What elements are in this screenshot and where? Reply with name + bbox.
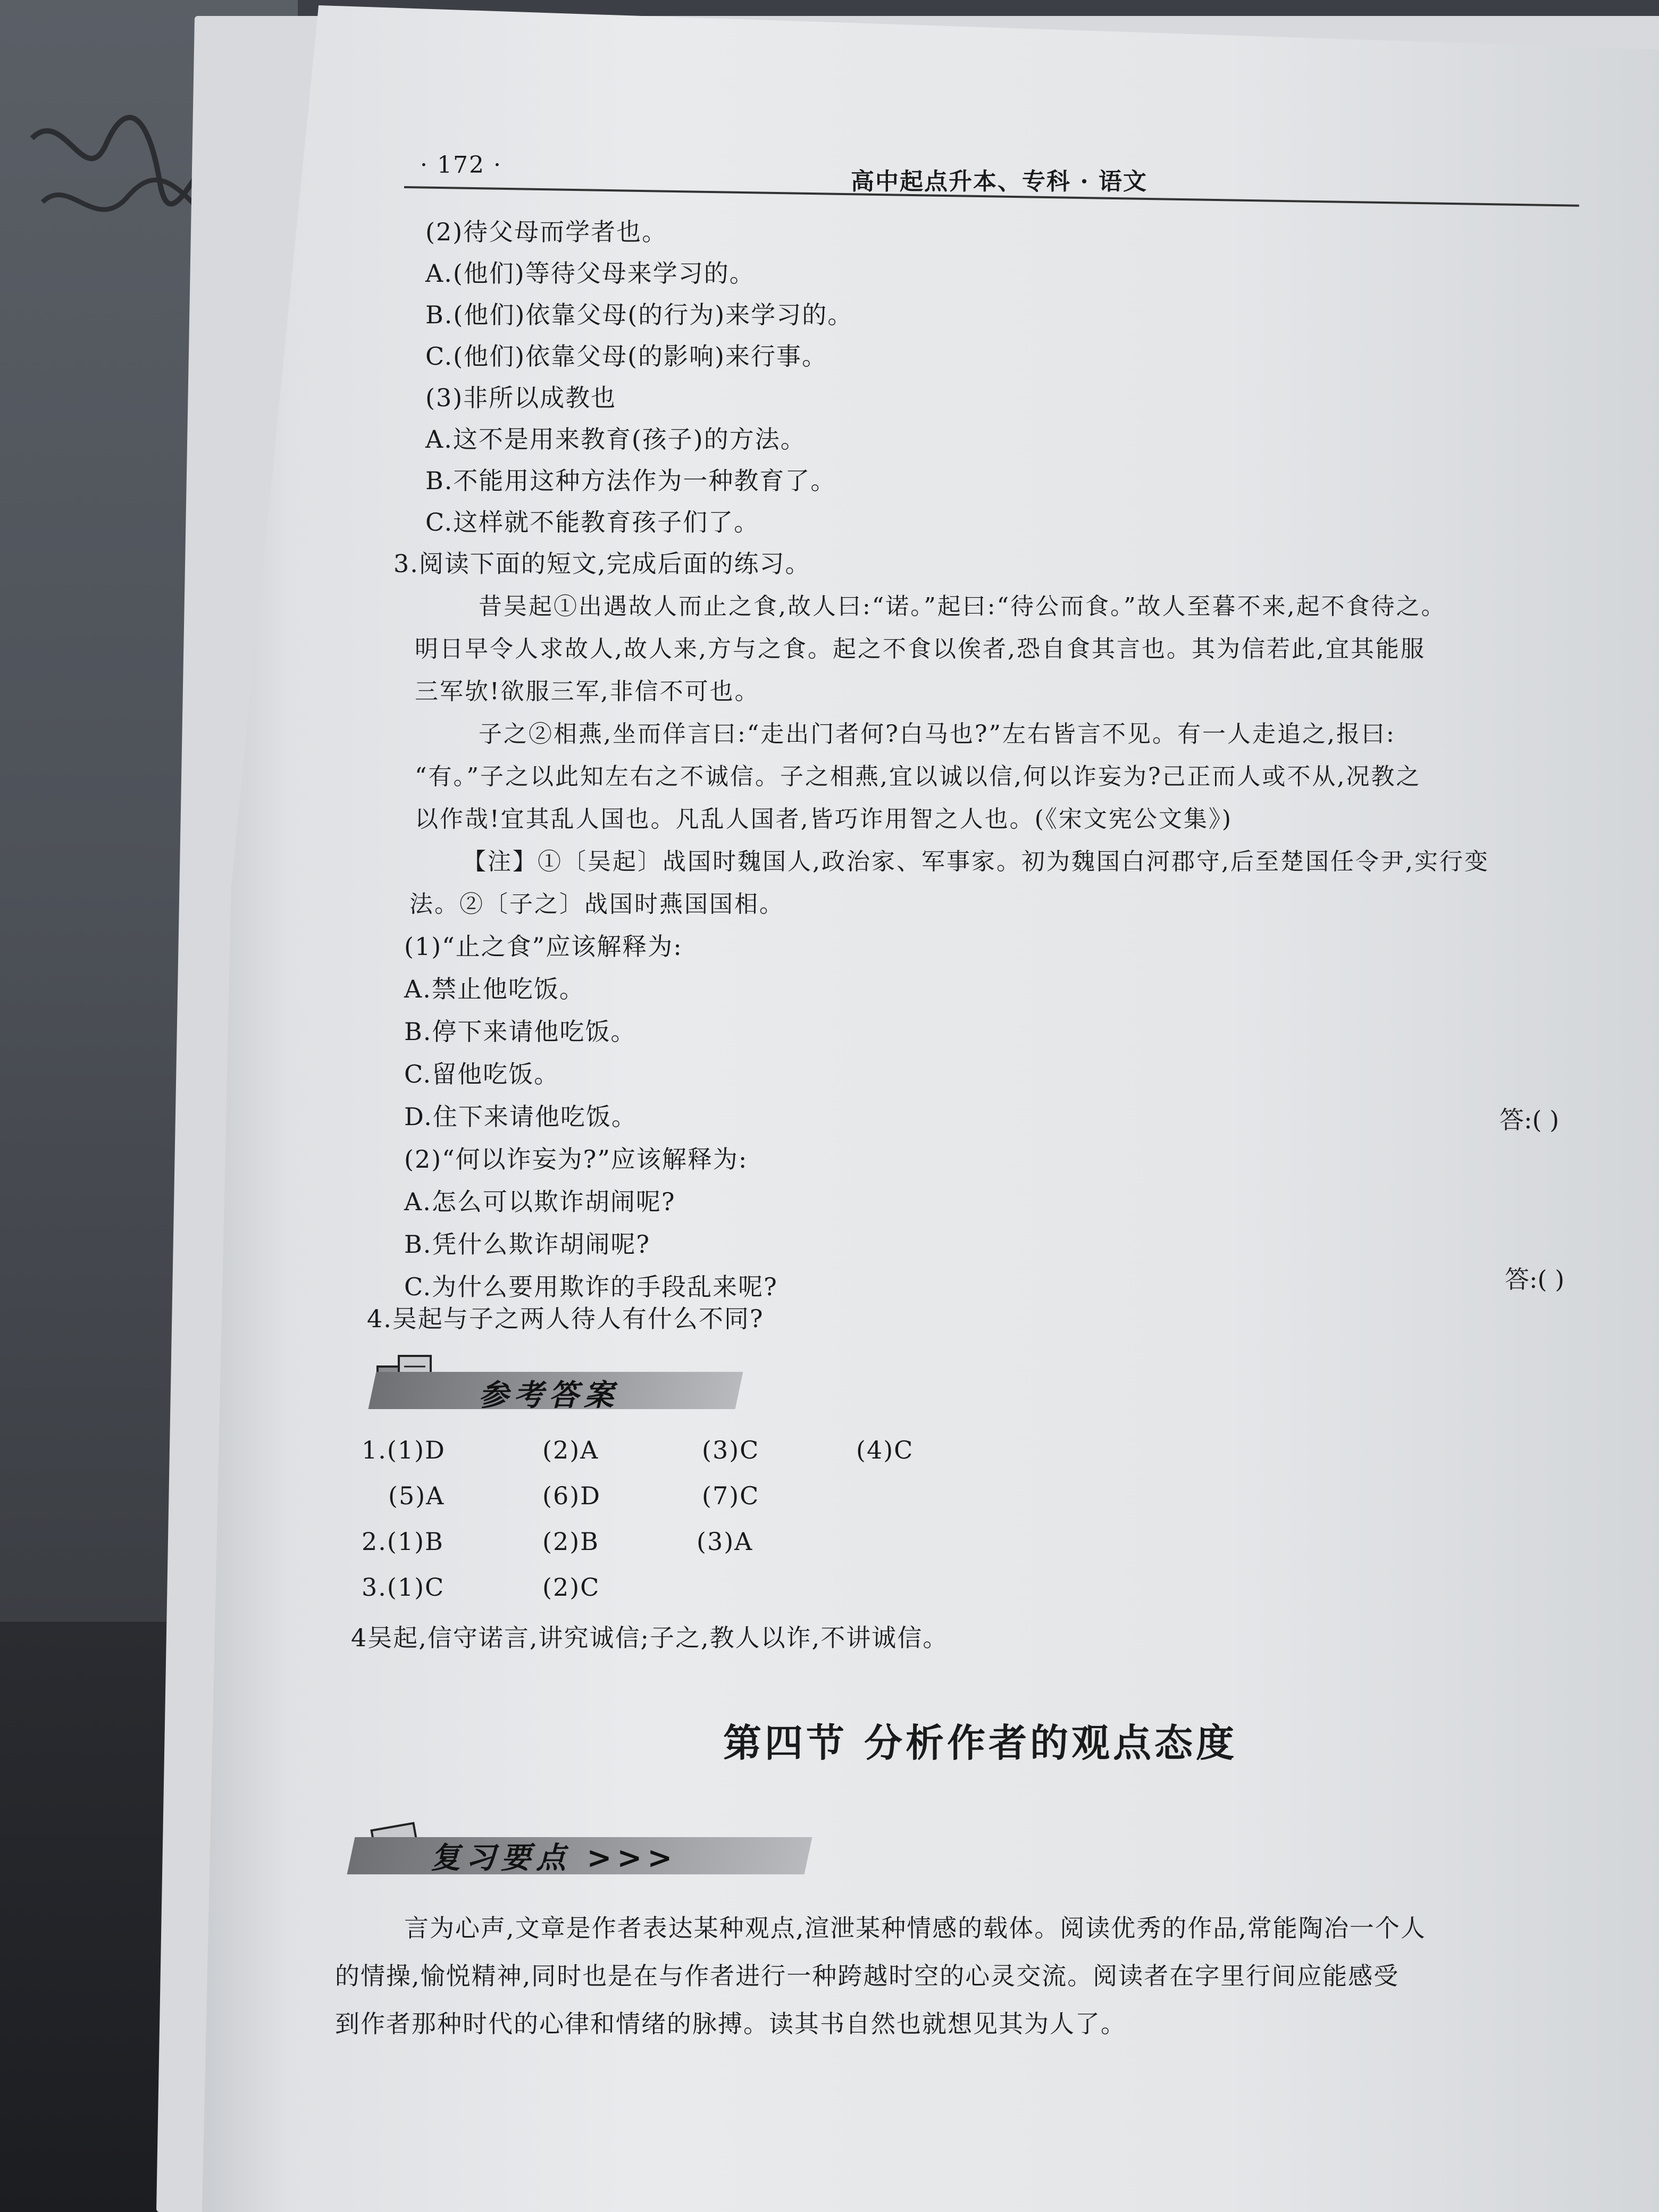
q3-sub2-line: B.凭什么欺诈胡闹呢? [404, 1230, 651, 1259]
answer-item: (7)C [702, 1481, 760, 1510]
q3-sub2-line: C.为什么要用欺诈的手段乱来呢? [404, 1272, 778, 1301]
answer-item: (2)A [542, 1436, 599, 1464]
passage-line: 子之②相燕,坐而佯言曰:“走出门者何?白马也?”左右皆言不见。有一人走追之,报曰: [479, 720, 1396, 748]
passage-line: 明日早令人求故人,故人来,方与之食。起之不食以俟者,恐自食其言也。其为信若此,宜其能服 [415, 635, 1426, 663]
q2-line: (2)待父母而学者也。 [425, 217, 668, 246]
q3-sub2-line: A.怎么可以欺诈胡闹呢? [404, 1187, 676, 1216]
answer-item: 2.(1)B [362, 1527, 444, 1556]
passage-line: “有。”子之以此知左右之不诚信。子之相燕,宜以诚以信,何以诈妄为?己正而人或不从,况教之 [415, 763, 1421, 790]
review-paragraph-line: 言为心声,文章是作者表达某种观点,渲泄某种情感的载体。阅读优秀的作品,常能陶冶一个人 [404, 1914, 1426, 1942]
q3-sub1-line: A.禁止他吃饭。 [404, 975, 585, 1003]
review-paragraph-line: 的情操,愉悦精神,同时也是在与作者进行一种跨越时空的心灵交流。阅读者在字里行间应能感受 [335, 1962, 1400, 1990]
answer-item: (2)C [542, 1573, 600, 1602]
q3-sub1-line: B.停下来请他吃饭。 [404, 1017, 636, 1046]
q3-prompt: 3.阅读下面的短文,完成后面的练习。 [393, 549, 811, 578]
review-banner-label: 复习要点 >>> [431, 1840, 678, 1875]
answer-item: 3.(1)C [362, 1573, 445, 1602]
q4-question: 4.吴起与子之两人待人有什么不同? [367, 1304, 764, 1333]
answers-banner-label: 参考答案 [479, 1378, 619, 1413]
passage-line: 昔吴起①出遇故人而止之食,故人曰:“诺。”起曰:“待公而食。”故人至暮不来,起不食待之。 [479, 593, 1446, 620]
page-number: · 172 · [420, 152, 502, 179]
note-line: 法。②〔子之〕战国时燕国国相。 [409, 891, 784, 918]
answer-item: (4)C [856, 1436, 914, 1464]
q2-line: B.不能用这种方法作为一种教育了。 [425, 466, 836, 495]
answer-item: (3)A [697, 1527, 753, 1556]
answer-item: 4吴起,信守诺言,讲究诚信;子之,教人以诈,不讲诚信。 [351, 1623, 949, 1652]
passage-line: 三军欤!欲服三军,非信不可也。 [415, 678, 760, 705]
answer-item: (2)B [542, 1527, 599, 1556]
note-line: 【注】①〔吴起〕战国时魏国人,政治家、军事家。初为魏国白河郡守,后至楚国任令尹,实行变 [463, 848, 1489, 875]
q3-sub1-line: C.留他吃饭。 [404, 1060, 560, 1088]
answer-blank: 答:( ) [1499, 1105, 1560, 1134]
q2-line: A.(他们)等待父母来学习的。 [425, 259, 755, 288]
answer-item: (3)C [702, 1436, 760, 1464]
review-paragraph-line: 到作者那种时代的心律和情绪的脉搏。读其书自然也就想见其为人了。 [335, 2009, 1126, 2038]
q2-line: A.这不是用来教育(孩子)的方法。 [425, 425, 806, 454]
answer-item: (5)A [388, 1481, 445, 1510]
q2-line: (3)非所以成教也 [425, 383, 617, 412]
section-title: 第四节 分析作者的观点态度 [723, 1721, 1238, 1765]
q2-line: C.这样就不能教育孩子们了。 [425, 508, 760, 537]
q2-line: B.(他们)依靠父母(的行为)来学习的。 [425, 300, 853, 329]
answer-item: (6)D [542, 1481, 601, 1510]
answer-item: 1.(1)D [362, 1436, 446, 1464]
q3-sub2-line: (2)“何以诈妄为?”应该解释为: [404, 1145, 748, 1174]
q3-sub1-line: (1)“止之食”应该解释为: [404, 932, 683, 961]
q2-line: C.(他们)依靠父母(的影响)来行事。 [425, 342, 827, 371]
book-title: 高中起点升本、专科 · 语文 [851, 168, 1147, 195]
passage-line: 以作哉!宜其乱人国也。凡乱人国者,皆巧诈用智之人也。(《宋文宪公文集》) [415, 806, 1233, 833]
answer-blank: 答:( ) [1505, 1265, 1565, 1294]
q3-sub1-line: D.住下来请他吃饭。 [404, 1102, 637, 1131]
